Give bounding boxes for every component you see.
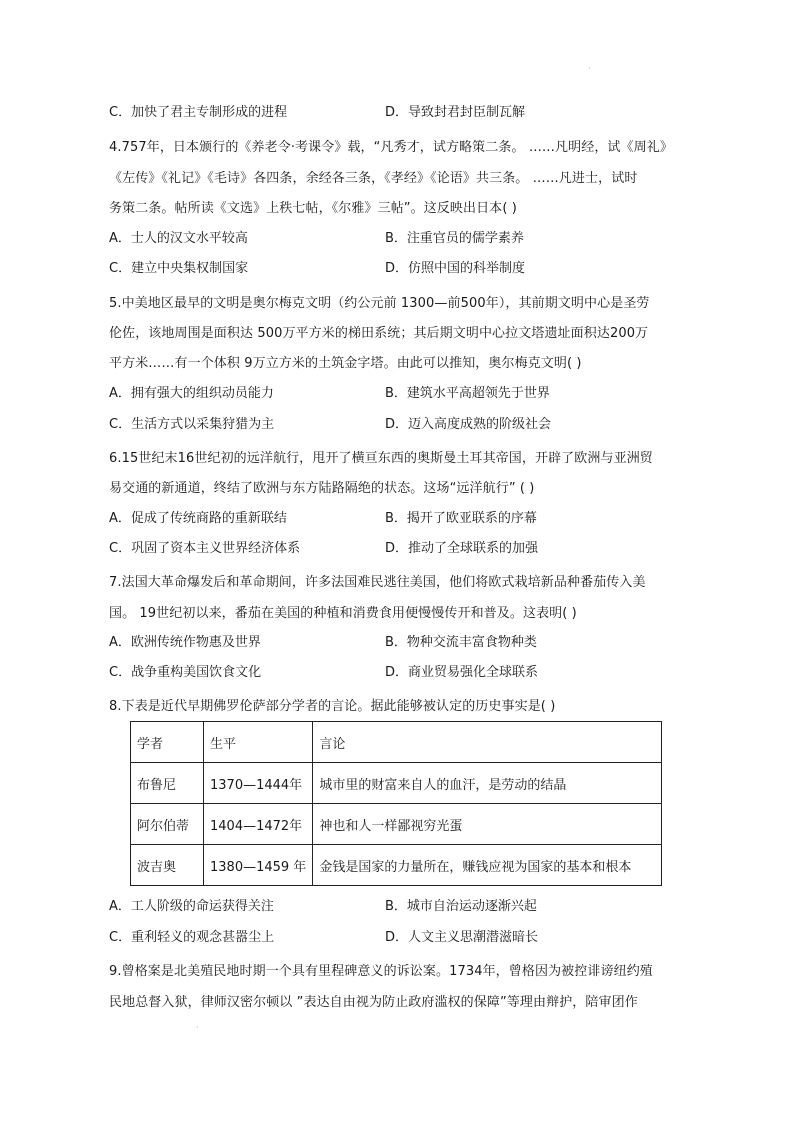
q7-option-d[interactable]: D．商业贸易强化全球联系: [385, 665, 539, 680]
table-header-cell: 言论: [313, 722, 662, 763]
table-cell: 神也和人一样鄙视穷光蛋: [313, 804, 662, 845]
q7-stem-line-2: 国。 19世纪初以来，番茄在美国的种植和消费食用便慢慢传开和普及。这表明( ): [109, 606, 577, 621]
q5-stem-line-1: 5.中美地区最早的文明是奥尔梅克文明（约公元前 1300—前500年），其前期文明中心是圣劳: [109, 296, 650, 311]
q7-options-row-1: [109, 634, 689, 652]
q6-option-c[interactable]: C．巩固了资本主义世界经济体系: [109, 541, 301, 556]
table-cell: 布鲁尼: [131, 763, 204, 804]
table-cell: 波吉奥: [131, 845, 204, 886]
table-cell: 1404—1472年: [204, 804, 313, 845]
table-header-row: [131, 722, 662, 763]
q6-options-row-1: [109, 510, 689, 528]
scan-dot-top: ·: [588, 64, 591, 73]
scholars-table: [130, 721, 662, 886]
table-header-cell: 生平: [204, 722, 313, 763]
q5-option-b[interactable]: B．建筑水平高超领先于世界: [385, 386, 550, 401]
q5-stem-line-3: 平方米……有一个体积 9万立方米的土筑金字塔。由此可以推知，奥尔梅克文明( ): [109, 356, 582, 371]
q4-options-row-1: [109, 230, 689, 248]
q4-option-b[interactable]: B．注重官员的儒学素养: [385, 231, 524, 246]
q8-stem: 8.下表是近代早期佛罗伦萨部分学者的言论。据此能够被认定的历史事实是( ): [109, 699, 556, 714]
table-cell: 金钱是国家的力量所在，赚钱应视为国家的基本和根本: [313, 845, 662, 886]
q5-options-row-2: [109, 416, 689, 434]
q4-option-d[interactable]: D．仿照中国的科举制度: [385, 261, 526, 276]
q6-options-row-2: [109, 540, 689, 558]
q5-option-a[interactable]: A．拥有强大的组织动员能力: [109, 386, 274, 401]
q4-stem-line-2: 《左传》《礼记》《毛诗》各四条，余经各三条，《孝经》《论语》共三条。 ……凡进士，试时: [109, 171, 638, 186]
table-row: [131, 845, 662, 886]
q8-options-row-2: [109, 929, 689, 947]
q7-option-c[interactable]: C．战争重构美国饮食文化: [109, 665, 262, 680]
scan-dot-bottom: ·: [196, 1023, 199, 1032]
q6-option-d[interactable]: D．推动了全球联系的加强: [385, 541, 539, 556]
q5-options-row-1: [109, 385, 689, 403]
q8-option-b[interactable]: B．城市自治运动逐渐兴起: [385, 899, 537, 914]
q5-option-c[interactable]: C．生活方式以采集狩猎为主: [109, 417, 275, 432]
q7-option-a[interactable]: A．欧洲传统作物惠及世界: [109, 635, 261, 650]
q8-option-d[interactable]: D．人文主义思潮潜滋暗长: [385, 930, 539, 945]
q6-option-b[interactable]: B．揭开了欧亚联系的序幕: [385, 511, 537, 526]
q6-stem-line-1: 6.15世纪末16世纪初的远洋航行，甩开了横亘东西的奥斯曼土耳其帝国，开辟了欧洲与亚洲贸: [109, 451, 653, 466]
q8-option-a[interactable]: A．工人阶级的命运获得关注: [109, 899, 274, 914]
q7-options-row-2: [109, 664, 689, 682]
q3-options-row: [109, 104, 689, 122]
table-header-cell: 学者: [131, 722, 204, 763]
q5-stem-line-2: 伦佐，该地周围是面积达 500万平方米的梯田系统；其后期文明中心拉文塔遗址面积达200万: [109, 326, 649, 341]
q6-stem-line-2: 易交通的新通道，终结了欧洲与东方陆路隔绝的状态。这场“远洋航行” ( ): [109, 481, 535, 496]
q8-options-row-1: [109, 898, 689, 916]
table-row: [131, 763, 662, 804]
table-cell: 1370—1444年: [204, 763, 313, 804]
q9-stem-line-2: 民地总督入狱，律师汉密尔顿以 ”表达自由视为防止政府滥权的保障”等理由辩护，陪审团作: [109, 995, 638, 1010]
table-row: [131, 804, 662, 845]
q4-stem-line-3: 务策二条。帖所读《文选》上秩七帖，《尔雅》三帖”。这反映出日本( ): [109, 201, 517, 216]
q5-option-d[interactable]: D．迈入高度成熟的阶级社会: [385, 417, 552, 432]
table-cell: 城市里的财富来自人的血汗，是劳动的结晶: [313, 763, 662, 804]
q8-option-c[interactable]: C．重利轻义的观念甚嚣尘上: [109, 930, 275, 945]
q3-option-d[interactable]: D．导致封君封臣制瓦解: [385, 105, 526, 120]
table-cell: 1380—1459 年: [204, 845, 313, 886]
q4-stem-line-1: 4.757年，日本颁行的《养老令·考课令》载，“凡秀才，试方略策二条。 ……凡明经，试《周礼》: [109, 140, 673, 155]
q7-option-b[interactable]: B．物种交流丰富食物种类: [385, 635, 537, 650]
q4-options-row-2: [109, 260, 689, 278]
q9-stem-line-1: 9.曾格案是北美殖民地时期一个具有里程碑意义的诉讼案。1734年，曾格因为被控诽谤纽约殖: [109, 964, 653, 979]
q6-option-a[interactable]: A．促成了传统商路的重新联结: [109, 511, 287, 526]
q4-option-c[interactable]: C．建立中央集权制国家: [109, 261, 249, 276]
q3-option-c[interactable]: C．加快了君主专制形成的进程: [109, 105, 288, 120]
table-cell: 阿尔伯蒂: [131, 804, 204, 845]
q7-stem-line-1: 7.法国大革命爆发后和革命期间，许多法国难民逃往美国，他们将欧式栽培新品种番茄传入美: [109, 575, 646, 590]
q4-option-a[interactable]: A．士人的汉文水平较高: [109, 231, 248, 246]
